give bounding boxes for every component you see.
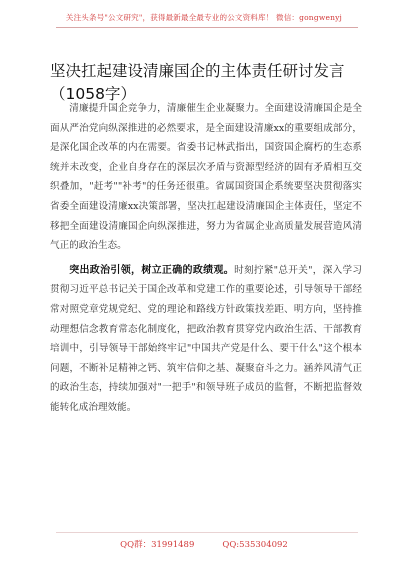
paragraph-2-text: 时刻拧紧"总开关"，深入学习贯彻习近平总书记关于国企改革和党建工作的重要论述，引导领导干部经常对照党章党规党纪、党的理论和路线方针政策找差距、明方向，坚持推动理想信念教育常态化制度化，把政治教育贯穿党内政治生活、干部教育培训中，引导领导干部始终牢记"中国共产党是什么、要干什么"这个根本问题，不断补足精神之钙、筑牢信仰之基、凝聚奋斗之力。涵养风清气正的政治生态，持续加强对"一把手"和领导班子成员的监督，不断把监督效能转化成治理效能。 bbox=[50, 264, 362, 413]
header-divider bbox=[56, 27, 358, 28]
qq-number-text: QQ:535304092 bbox=[222, 540, 288, 550]
qq-group-text: QQ群：31991489 bbox=[120, 540, 195, 550]
contact-footer bbox=[0, 538, 408, 550]
paragraph-2 bbox=[50, 261, 362, 418]
document-title: 坚决扛起建设清廉国企的主体责任研讨发言（1058字） bbox=[50, 62, 345, 104]
paragraph-2-lead: 突出政治引领，树立正确的政绩观。 bbox=[69, 264, 235, 276]
promo-banner: 关注头条号"公文研究"，获得最新最全最专业的公文资料库！ 微信：gongwenyj bbox=[65, 13, 343, 22]
paragraph-1: 清廉提升国企竞争力，清廉催生企业凝聚力。全面建设清廉国企是全面从严治党向纵深推进的必然要求，是全面建设清廉xx的重要组成部分，是深化国企改革的内在需要。省委书记林武指出，国资国企腐朽的生态系统并未改变，企业自身存在的深层次矛盾与资源型经济的固有矛盾相互交织叠加，"赶考""补考"的任务还很重。省属国资国企系统要坚决贯彻落实省委全面建设清廉xx决策部署，坚决扛起建设清廉国企主体责任，坚定不移把全面建设清廉国企向纵深推进，努力为省属企业高质量发展营造风清气正的政治生态。 bbox=[50, 103, 362, 252]
footer-divider bbox=[56, 532, 358, 533]
document-body bbox=[50, 99, 362, 418]
